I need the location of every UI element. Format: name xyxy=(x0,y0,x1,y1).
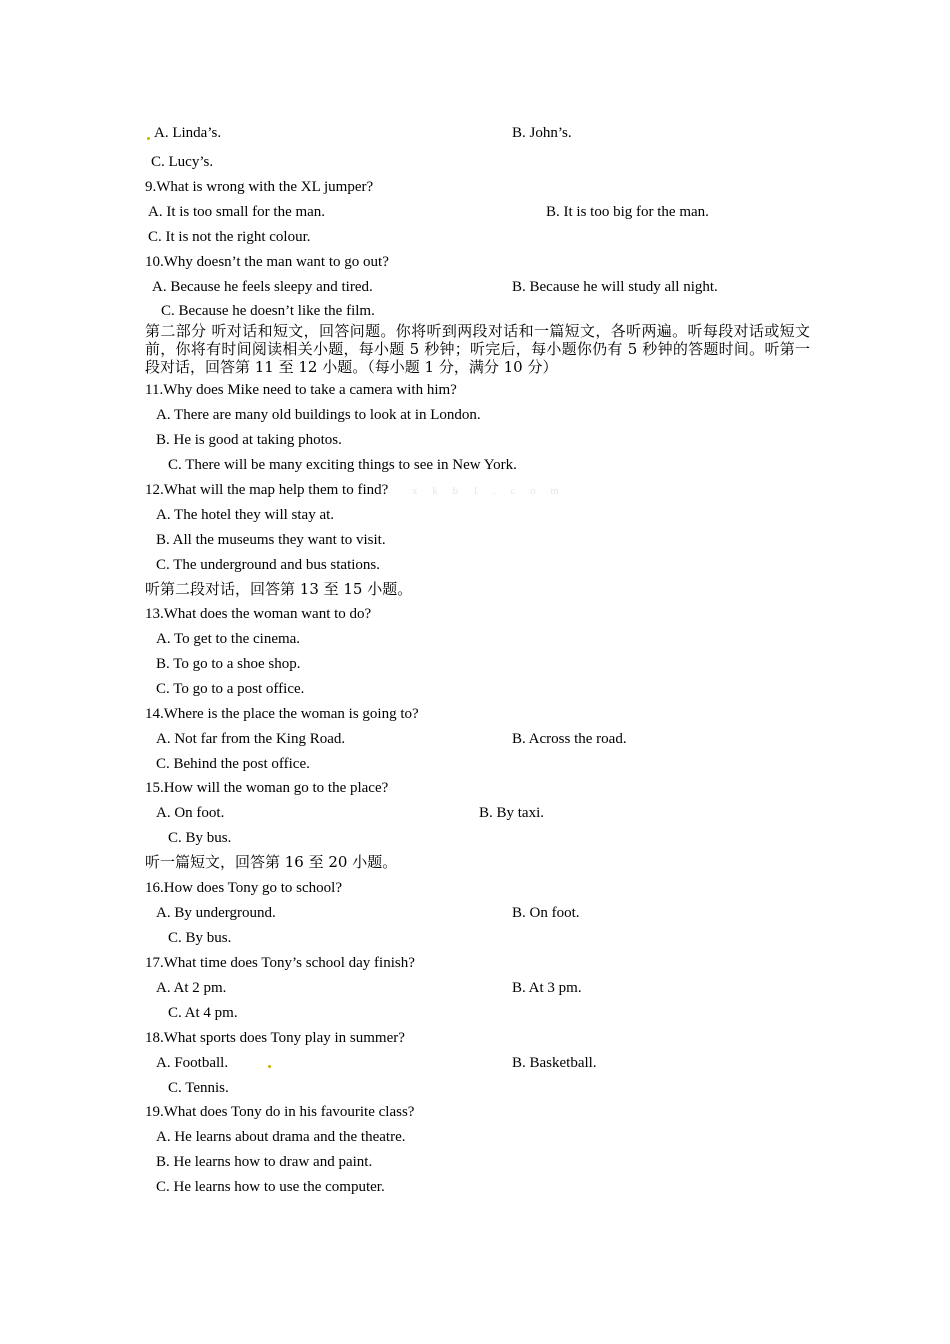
q17-option-c: C. At 4 pm. xyxy=(168,1005,238,1021)
q10-option-a: A. Because he feels sleepy and tired. xyxy=(152,279,373,295)
q9-option-c: C. It is not the right colour. xyxy=(148,229,311,245)
q16-option-b: B. On foot. xyxy=(512,905,580,921)
q17-option-a: A. At 2 pm. xyxy=(156,980,227,996)
q18-option-b: B. Basketball. xyxy=(512,1055,597,1071)
decorative-dot xyxy=(147,137,150,140)
q12-option-a: A. The hotel they will stay at. xyxy=(156,507,335,523)
q17-question: 17.What time does Tony’s school day finish? xyxy=(145,955,415,971)
watermark: x k b 1 . c o m xyxy=(412,485,565,497)
part2-instructions: 第二部分 听对话和短文，回答问题。你将听到两段对话和一篇短文，各听两遍。听每段对话或短文前，你将有时间阅读相关小题，每小题 5 秒钟；听完后，每小题你仍有 5 秒钟的答题时间。听第一段对话，回答第 11 至 12 小题。（每小题 1 分，满分 10 分） xyxy=(145,322,810,376)
q17-option-b: B. At 3 pm. xyxy=(512,980,582,996)
q13-option-b: B. To go to a shoe shop. xyxy=(156,656,301,672)
q10-option-c: C. Because he doesn’t like the film. xyxy=(161,303,375,319)
q13-question: 13.What does the woman want to do? xyxy=(145,606,372,622)
q15-option-b: B. By taxi. xyxy=(479,805,545,821)
q18-question: 18.What sports does Tony play in summer? xyxy=(145,1030,405,1046)
q14-option-c: C. Behind the post office. xyxy=(156,756,310,772)
q14-option-a: A. Not far from the King Road. xyxy=(156,731,346,747)
q11-option-b: B. He is good at taking photos. xyxy=(156,432,342,448)
q16-question: 16.How does Tony go to school? xyxy=(145,880,342,896)
q8-option-c: C. Lucy’s. xyxy=(151,154,214,170)
q16-option-c: C. By bus. xyxy=(168,930,232,946)
q15-option-a: A. On foot. xyxy=(156,805,225,821)
q12-option-b: B. All the museums they want to visit. xyxy=(156,532,386,548)
q10-question: 10.Why doesn’t the man want to go out? xyxy=(145,254,389,270)
q9-question: 9.What is wrong with the XL jumper? xyxy=(145,179,374,195)
q18-option-a: A. Football. xyxy=(156,1055,229,1071)
q19-option-a: A. He learns about drama and the theatre. xyxy=(156,1129,406,1145)
q18-option-c: C. Tennis. xyxy=(168,1080,229,1096)
q19-option-c: C. He learns how to use the computer. xyxy=(156,1179,385,1195)
q14-question: 14.Where is the place the woman is going to? xyxy=(145,706,419,722)
passage-instruction: 听一篇短文，回答第 16 至 20 小题。 xyxy=(145,853,398,871)
q19-question: 19.What does Tony do in his favourite class? xyxy=(145,1104,415,1120)
q16-option-a: A. By underground. xyxy=(156,905,276,921)
q15-question: 15.How will the woman go to the place? xyxy=(145,780,389,796)
q14-option-b: B. Across the road. xyxy=(512,731,627,747)
q10-option-b: B. Because he will study all night. xyxy=(512,279,718,295)
dialog2-instruction: 听第二段对话，回答第 13 至 15 小题。 xyxy=(145,580,413,598)
q9-option-a: A. It is too small for the man. xyxy=(148,204,326,220)
q13-option-c: C. To go to a post office. xyxy=(156,681,305,697)
q12-option-c: C. The underground and bus stations. xyxy=(156,557,381,573)
q8-option-b: B. John’s. xyxy=(512,125,572,141)
q12-question: 12.What will the map help them to find? xyxy=(145,482,389,498)
q19-option-b: B. He learns how to draw and paint. xyxy=(156,1154,373,1170)
q11-option-a: A. There are many old buildings to look at in London. xyxy=(156,407,481,423)
q11-option-c: C. There will be many exciting things to see in New York. xyxy=(168,457,517,473)
q15-option-c: C. By bus. xyxy=(168,830,232,846)
q13-option-a: A. To get to the cinema. xyxy=(156,631,301,647)
q11-question: 11.Why does Mike need to take a camera with him? xyxy=(145,382,457,398)
decorative-dot xyxy=(268,1065,271,1068)
q9-option-b: B. It is too big for the man. xyxy=(546,204,709,220)
q8-option-a: A. Linda’s. xyxy=(154,125,222,141)
